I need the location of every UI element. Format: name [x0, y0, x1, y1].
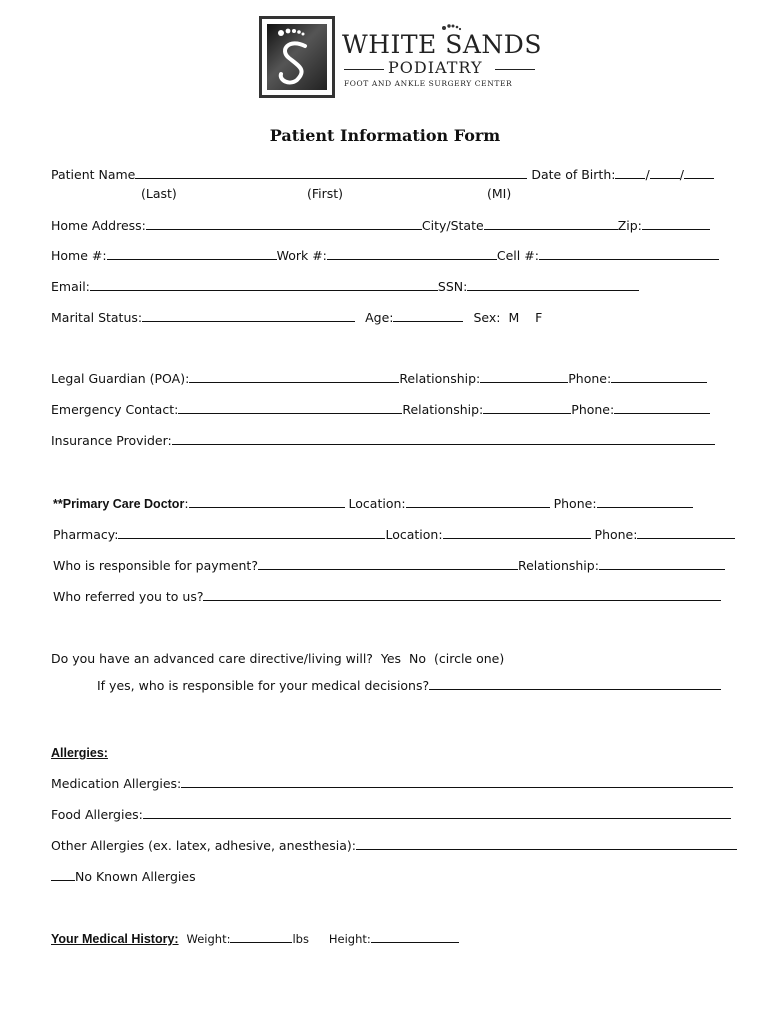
referred-row [53, 589, 721, 605]
home-address-label: Home Address: [51, 218, 146, 233]
other-allergies-row [51, 838, 737, 854]
insurance-field[interactable] [172, 433, 715, 445]
if-yes-label: If yes, who is responsible for your medical decisions? [97, 678, 430, 693]
circle-one-note: (circle one) [433, 651, 505, 666]
zip-field[interactable] [642, 218, 710, 230]
home-phone-field[interactable] [107, 248, 277, 260]
city-state-field[interactable] [484, 218, 618, 230]
payment-field[interactable] [258, 558, 518, 570]
phones-row [51, 248, 719, 264]
guardian-relationship-label: Relationship: [399, 371, 481, 386]
brand-tagline: FOOT AND ANKLE SURGERY CENTER [344, 79, 513, 88]
emergency-relationship-label: Relationship: [402, 402, 484, 417]
no-known-field[interactable] [51, 869, 75, 881]
page-title: Patient Information Form [269, 126, 501, 145]
city-state-label: City/State [421, 218, 484, 233]
decision-maker-field[interactable] [429, 678, 721, 690]
marital-label: Marital Status: [51, 310, 143, 325]
directive-no[interactable]: No [409, 651, 427, 666]
pcp-colon: : [184, 496, 189, 511]
dob-month-field[interactable] [615, 167, 645, 179]
history-row [51, 931, 459, 947]
footprint-icon [267, 24, 327, 90]
sub-first: (First) [307, 186, 344, 201]
weight-label: Weight: [186, 932, 231, 946]
lbs-label: lbs [292, 932, 309, 946]
dob-day-field[interactable] [650, 167, 680, 179]
guardian-label: Legal Guardian (POA): [51, 371, 190, 386]
guardian-relationship-field[interactable] [480, 371, 568, 383]
work-phone-label: Work #: [276, 248, 327, 263]
directive-yes[interactable]: Yes [380, 651, 402, 666]
history-heading: Your Medical History: [51, 932, 179, 946]
work-phone-field[interactable] [327, 248, 497, 260]
logo-mark [267, 24, 327, 90]
sex-option-m[interactable]: M [508, 310, 520, 325]
pharmacy-location-label: Location: [385, 527, 443, 542]
payment-relationship-field[interactable] [599, 558, 725, 570]
small-footprint-icon [440, 22, 464, 32]
pharmacy-label: Pharmacy: [53, 527, 119, 542]
patient-name-field[interactable] [135, 167, 527, 179]
pharmacy-phone-label: Phone: [594, 527, 638, 542]
height-field[interactable] [371, 931, 459, 943]
if-yes-row [97, 678, 721, 694]
home-address-field[interactable] [146, 218, 422, 230]
dob-separator: / [645, 167, 650, 182]
dob-separator: / [679, 167, 684, 182]
guardian-phone-field[interactable] [611, 371, 707, 383]
email-field[interactable] [90, 279, 438, 291]
marital-field[interactable] [142, 310, 355, 322]
pcp-phone-label: Phone: [553, 496, 597, 511]
med-allergies-field[interactable] [181, 776, 733, 788]
sub-mi: (MI) [487, 186, 512, 201]
sex-label: Sex: [473, 310, 501, 325]
sub-last: (Last) [141, 186, 177, 201]
guardian-phone-label: Phone: [568, 371, 612, 386]
address-row [51, 218, 710, 234]
referred-label: Who referred you to us? [53, 589, 204, 604]
referred-field[interactable] [203, 589, 721, 601]
emergency-field[interactable] [178, 402, 402, 414]
email-label: Email: [51, 279, 90, 294]
directive-label: Do you have an advanced care directive/living will? [51, 651, 373, 666]
pcp-location-label: Location: [348, 496, 406, 511]
payment-relationship-label: Relationship: [517, 558, 599, 573]
food-allergies-row [51, 807, 731, 823]
food-allergies-field[interactable] [143, 807, 731, 819]
payment-label: Who is responsible for payment? [53, 558, 258, 573]
ssn-label: SSN: [437, 279, 468, 294]
weight-field[interactable] [230, 931, 292, 943]
age-label: Age: [365, 310, 394, 325]
pcp-row [53, 496, 693, 512]
other-allergies-field[interactable] [356, 838, 737, 850]
zip-label: Zip: [617, 218, 642, 233]
pharmacy-location-field[interactable] [443, 527, 591, 539]
guardian-field[interactable] [189, 371, 399, 383]
email-row [51, 279, 639, 295]
brand-rule-left [344, 69, 384, 70]
brand-subtitle: PODIATRY [388, 58, 483, 77]
dob-label: Date of Birth: [531, 167, 616, 182]
no-known-row [51, 869, 196, 885]
home-phone-label: Home #: [51, 248, 107, 263]
sex-option-f[interactable]: F [535, 310, 543, 325]
brand-name: WHITE SANDS [342, 30, 542, 59]
no-known-label: No Known Allergies [75, 869, 196, 884]
patient-name-row [51, 167, 714, 183]
brand-rule-right [495, 69, 535, 70]
pcp-prefix: ** [53, 497, 63, 511]
dob-year-field[interactable] [684, 167, 714, 179]
marital-row [51, 310, 542, 326]
emergency-phone-field[interactable] [614, 402, 710, 414]
food-allergies-label: Food Allergies: [51, 807, 143, 822]
emergency-row [51, 402, 710, 418]
pcp-field[interactable] [189, 496, 345, 508]
emergency-relationship-field[interactable] [483, 402, 571, 414]
insurance-row [51, 433, 715, 449]
med-allergies-row [51, 776, 733, 792]
emergency-phone-label: Phone: [571, 402, 615, 417]
height-label: Height: [328, 932, 371, 946]
allergies-heading: Allergies: [51, 746, 108, 760]
pharmacy-phone-field[interactable] [637, 527, 735, 539]
directive-row [51, 651, 504, 667]
logo [259, 16, 335, 98]
patient-name-label: Patient Name [51, 167, 136, 182]
cell-phone-field[interactable] [539, 248, 719, 260]
pharmacy-row [53, 527, 735, 543]
pcp-label: Primary Care Doctor [62, 497, 185, 511]
med-allergies-label: Medication Allergies: [51, 776, 182, 791]
insurance-label: Insurance Provider: [51, 433, 172, 448]
other-allergies-label: Other Allergies (ex. latex, adhesive, anesthesia): [51, 838, 356, 853]
payment-row [53, 558, 725, 574]
guardian-row [51, 371, 707, 387]
emergency-label: Emergency Contact: [51, 402, 179, 417]
pharmacy-field[interactable] [118, 527, 385, 539]
pcp-phone-field[interactable] [597, 496, 693, 508]
age-field[interactable] [393, 310, 463, 322]
cell-phone-label: Cell #: [496, 248, 539, 263]
pcp-location-field[interactable] [406, 496, 550, 508]
ssn-field[interactable] [467, 279, 639, 291]
